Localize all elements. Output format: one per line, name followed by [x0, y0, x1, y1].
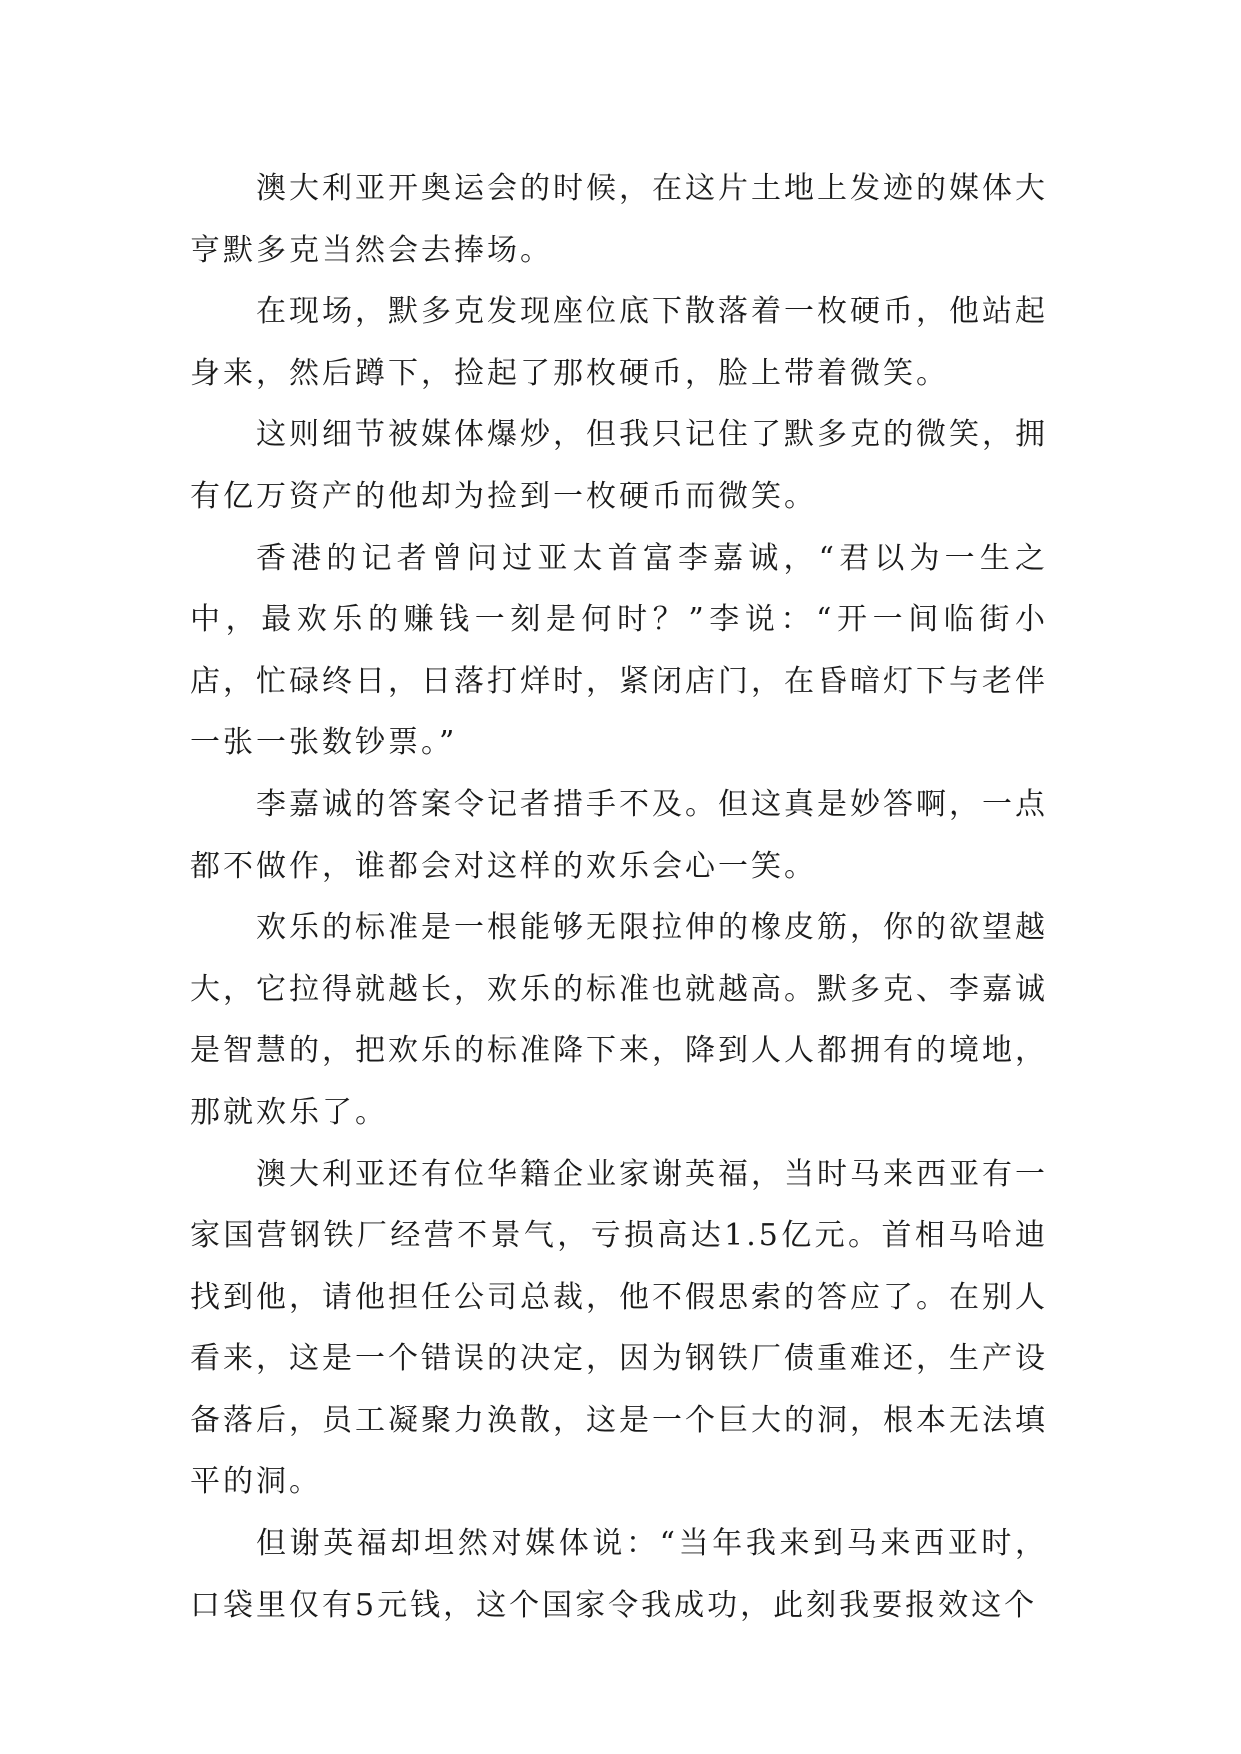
- paragraph: 李嘉诚的答案令记者措手不及。但这真是妙答啊，一点都不做作，谁都会对这样的欢乐会心一笑。: [190, 786, 1048, 884]
- paragraph: 澳大利亚开奥运会的时候，在这片土地上发迹的媒体大亨默多克当然会去捧场。: [190, 171, 1048, 268]
- paragraph: 香港的记者曾问过亚太首富李嘉诚，“君以为一生之中，最欢乐的赚钱一刻是何时？”李说：“开一间临街小店，忙碌终日，日落打烊时，紧闭店门，在昏暗灯下与老伴一张一张数钞票。”: [190, 540, 1048, 761]
- paragraph: 这则细节被媒体爆炒，但我只记住了默多克的微笑，拥有亿万资产的他却为捡到一枚硬币而微笑。: [190, 417, 1048, 514]
- document-body: [190, 158, 1048, 1636]
- paragraph: 欢乐的标准是一根能够无限拉伸的橡皮筋，你的欲望越大，它拉得就越长，欢乐的标准也就越高。默多克、李嘉诚是智慧的，把欢乐的标准降下来，降到人人都拥有的境地，那就欢乐了。: [190, 910, 1048, 1130]
- paragraph: 但谢英福却坦然对媒体说：“当年我来到马来西亚时，口袋里仅有5元钱，这个国家令我成功，此刻我要报效这个: [190, 1526, 1048, 1623]
- paragraph: 在现场，默多克发现座位底下散落着一枚硬币，他站起身来，然后蹲下，捡起了那枚硬币，脸上带着微笑。: [190, 294, 1048, 391]
- paragraph: 澳大利亚还有位华籍企业家谢英福，当时马来西亚有一家国营钢铁厂经营不景气，亏损高达1.5亿元。首相马哈迪找到他，请他担任公司总裁，他不假思索的答应了。在别人看来，这是一个错误的决定，因为钢铁厂债重难还，生产设备落后，员工凝聚力涣散，这是一个巨大的洞，根本无法填平的洞。: [190, 1156, 1048, 1500]
